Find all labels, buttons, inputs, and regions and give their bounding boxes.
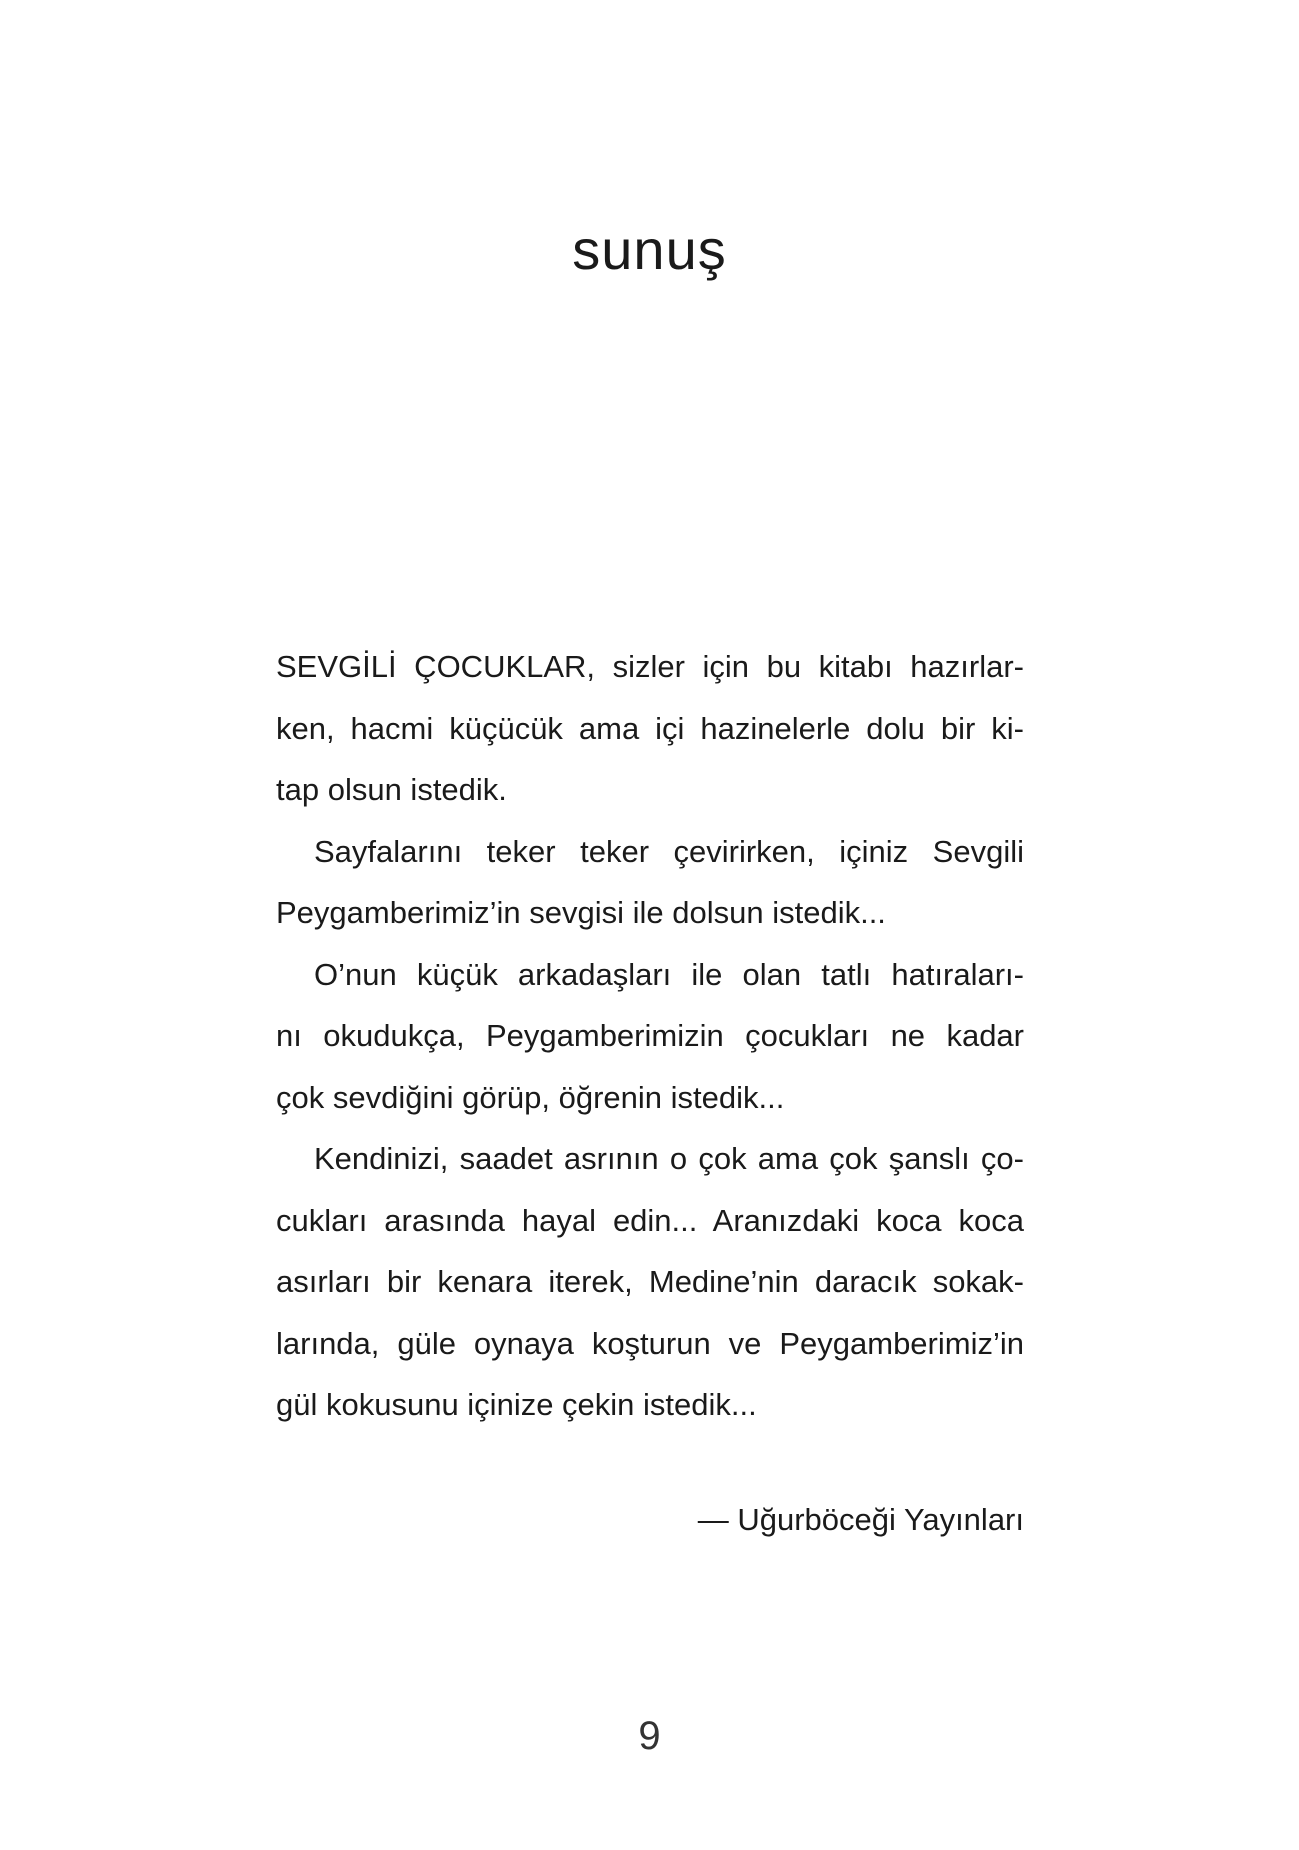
paragraph-3-line-3: çok sevdiğini görüp, öğrenin istedik... xyxy=(276,1079,785,1115)
paragraph-1-line-1: SEVGİLİ ÇOCUKLAR, sizler için bu kitabı hazırlar- xyxy=(276,649,1024,684)
paragraph-4-line-1: Kendinizi, saadet asrının o çok ama çok şanslı ço- xyxy=(314,1141,1024,1176)
page-title: sunuş xyxy=(572,218,727,281)
paragraph-2-line-1: Sayfalarını teker teker çevirirken, içiniz Sevgili xyxy=(314,833,1024,869)
paragraph-3-line-2: nı okudukça, Peygamberimizin çocukları ne kadar xyxy=(276,1018,1024,1053)
paragraph-1-line-3: tap olsun istedik. xyxy=(276,772,507,807)
paragraph-4-line-3: asırları bir kenara iterek, Medine’nin daracık sokak- xyxy=(276,1264,1024,1299)
paragraph-2-line-2: Peygamberimiz’in sevgisi ile dolsun istedik... xyxy=(276,895,886,930)
paragraph-4-line-5: gül kokusunu içinize çekin istedik... xyxy=(276,1387,757,1422)
paragraph-4-line-4: larında, güle oynaya koşturun ve Peygamberimiz’in xyxy=(276,1325,1024,1361)
page-number: 9 xyxy=(638,1714,661,1758)
signature: — Uğurböceği Yayınları xyxy=(697,1502,1024,1537)
paragraph-3-line-1: O’nun küçük arkadaşları ile olan tatlı hatıraları- xyxy=(314,956,1024,992)
paragraph-4-line-2: cukları arasında hayal edin... Aranızdaki koca koca xyxy=(276,1202,1024,1238)
body-text xyxy=(276,636,1024,1436)
paragraph-1-line-2: ken, hacmi küçücük ama içi hazinelerle dolu bir ki- xyxy=(276,710,1024,746)
